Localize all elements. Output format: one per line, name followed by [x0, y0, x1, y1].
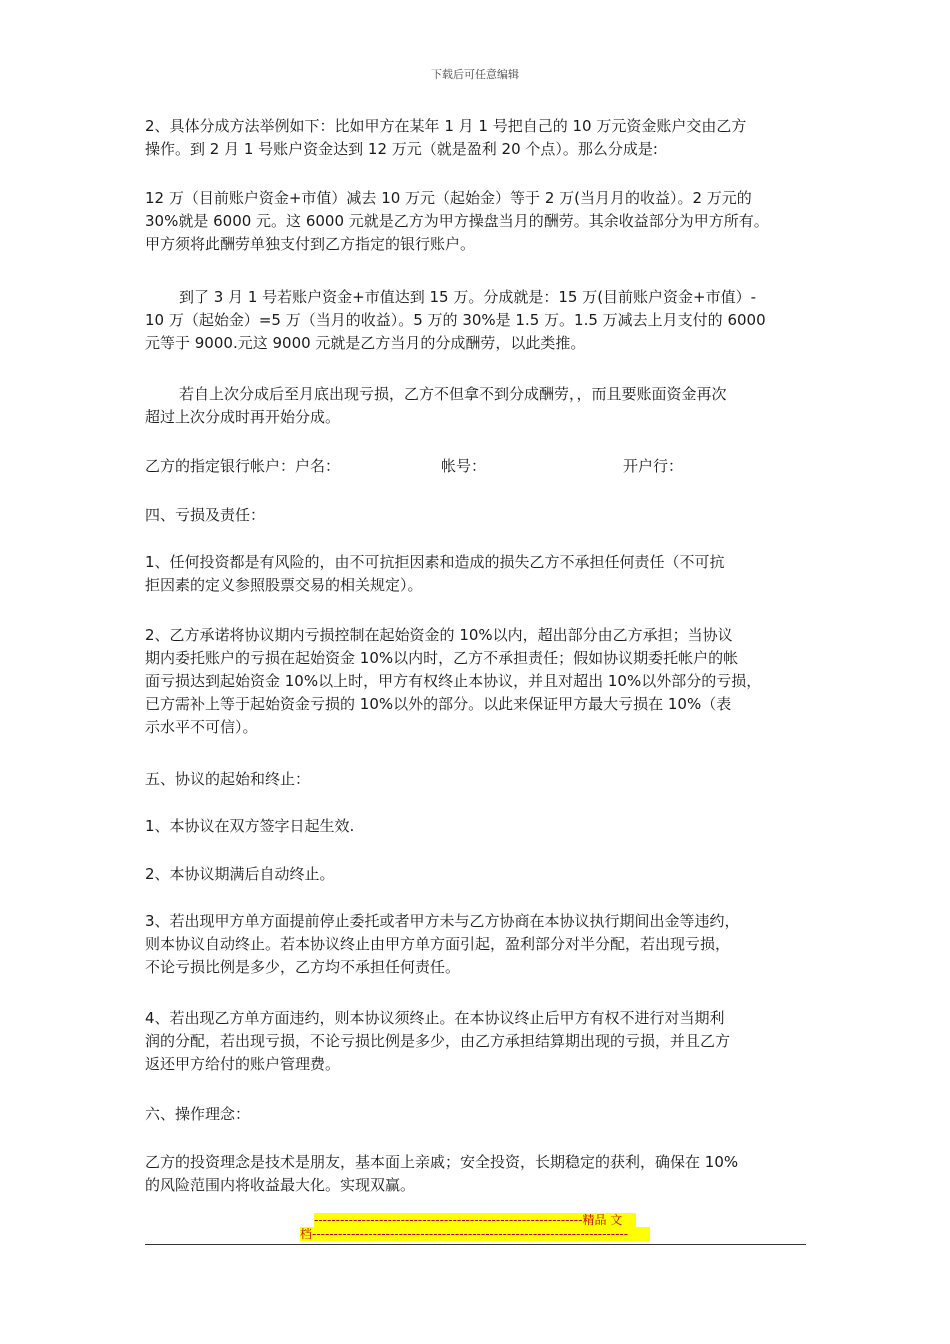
paragraph-loss-rule — [145, 383, 815, 429]
account-number-label: 帐号： — [441, 457, 487, 475]
text-line: 拒因素的定义参照股票交易的相关规定）。 — [145, 576, 423, 594]
text-line: 操作。到 2 月 1 号账户资金达到 12 万元（就是盈利 20 个点）。那么分成是: — [145, 140, 658, 158]
text-line: 甲方须将此酬劳单独支付到乙方指定的银行账户。 — [145, 235, 476, 253]
text-line: 不论亏损比例是多少，乙方均不承担任何责任。 — [145, 958, 461, 976]
section-title: 六、操作理念： — [145, 1105, 251, 1123]
paragraph-calculation — [145, 187, 815, 256]
text-line: 若自上次分成后至月底出现亏损，乙方不但拿不到分成酬劳，，而且要账面资金再次 — [179, 385, 727, 403]
text-line: 30%就是 6000 元。这 6000 元就是乙方为甲方操盘当月的酬劳。其余收益部分为甲方所有。 — [145, 212, 769, 230]
clause-5-4 — [145, 1007, 815, 1076]
text-line: 2、乙方承诺将协议期内亏损控制在起始资金的 10%以内，超出部分由乙方承担；当协议 — [145, 626, 733, 644]
section-title: 五、协议的起始和终止： — [145, 770, 311, 788]
clause-5-2 — [145, 863, 815, 886]
text-line: 2、具体分成方法举例如下：比如甲方在某年 1 月 1 号把自己的 10 万元资金账户交由乙方 — [145, 117, 747, 135]
text-line: 元等于 9000.元这 9000 元就是乙方当月的分成酬劳，以此类推。 — [145, 334, 586, 352]
clause-6-1 — [145, 1151, 815, 1197]
text-line: 1、本协议在双方签字日起生效. — [145, 817, 355, 835]
section-title-loss-liability — [145, 504, 815, 527]
text-line: 乙方的投资理念是技术是朋友，基本面上亲戚；安全投资，长期稳定的获利，确保在 10% — [145, 1153, 739, 1171]
text-line: 超过上次分成时再开始分成。 — [145, 408, 341, 426]
bank-branch-label: 开户行： — [623, 457, 684, 475]
text-line: 期内委托账户的亏损在起始资金 10%以内时，乙方不承担责任；假如协议期委托帐户的帐 — [145, 649, 739, 667]
paragraph-march-example — [145, 286, 815, 355]
clause-4-2 — [145, 624, 815, 739]
text-line: 到了 3 月 1 号若账户资金+市值达到 15 万。分成就是：15 万(目前账户资金+市值）- — [179, 288, 757, 306]
footer-divider — [145, 1244, 806, 1245]
text-line: 则本协议自动终止。若本协议终止由甲方单方面引起，盈利部分对半分配，若出现亏损， — [145, 935, 731, 953]
footer-watermark — [300, 1213, 650, 1241]
text-line: 的风险范围内将收益最大化。实现双赢。 — [145, 1176, 416, 1194]
text-line: 10 万（起始金）=5 万（当月的收益）。5 万的 30%是 1.5 万。1.5 万减去上月支付的 6000 — [145, 311, 766, 329]
section-title: 四、亏损及责任： — [145, 506, 266, 524]
text-line: 3、若出现甲方单方面提前停止委托或者甲方未与乙方协商在本协议执行期间出金等违约， — [145, 912, 740, 930]
text-line: 示水平不可信）。 — [145, 718, 258, 736]
bank-account-label: 乙方的指定银行帐户：户名： — [145, 457, 341, 475]
clause-4-1 — [145, 551, 815, 597]
text-line: 2、本协议期满后自动终止。 — [145, 865, 335, 883]
footer-line: --------------------------------------------------------------精品 文 — [314, 1213, 636, 1227]
section-title-operation-philosophy — [145, 1103, 815, 1126]
text-line: 返还甲方给付的账户管理费。 — [145, 1055, 341, 1073]
text-line: 1、任何投资都是有风险的，由不可抗拒因素和造成的损失乙方不承担任何责任（不可抗 — [145, 553, 725, 571]
clause-5-1 — [145, 815, 815, 838]
page-header: 下载后可任意编辑 — [431, 68, 519, 81]
text-line: 面亏损达到起始资金 10%以上时，甲方有权终止本协议，并且对超出 10%以外部分的亏损， — [145, 672, 762, 690]
text-line: 已方需补上等于起始资金亏损的 10%以外的部分。以此来保证甲方最大亏损在 10%（表 — [145, 695, 732, 713]
section-title-start-termination — [145, 768, 815, 791]
paragraph-dividend-example — [145, 115, 815, 161]
clause-5-3 — [145, 910, 815, 979]
text-line: 4、若出现乙方单方面违约，则本协议须终止。在本协议终止后甲方有权不进行对当期利 — [145, 1009, 725, 1027]
footer-line: 档------------------------------------------------------------------------- — [300, 1227, 650, 1241]
text-line: 润的分配，若出现亏损，不论亏损比例是多少，由乙方承担结算期出现的亏损，并且乙方 — [145, 1032, 731, 1050]
text-line: 12 万（目前账户资金+市值）减去 10 万元（起始金）等于 2 万(当月月的收益）。2 万元的 — [145, 189, 752, 207]
